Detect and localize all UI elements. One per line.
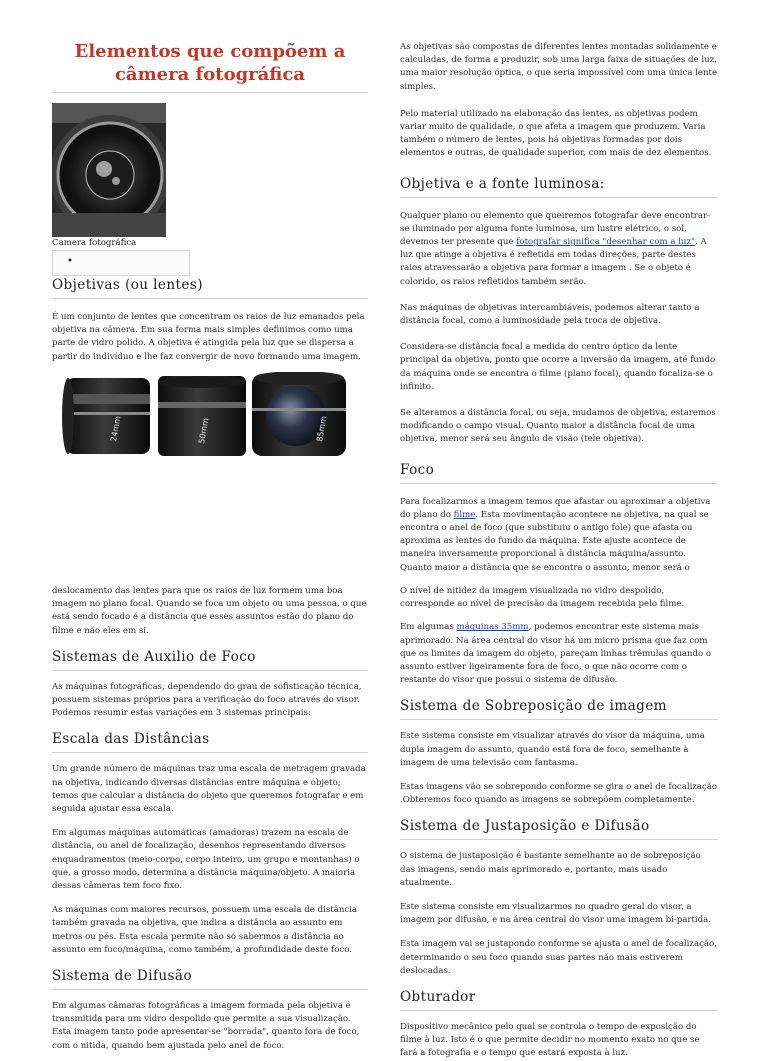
paragraph-microprisma: [400, 621, 718, 687]
page-title: Elementos que compõem a câmera fotográfica: [74, 41, 346, 85]
section-objetivas: [52, 276, 368, 364]
lens-label-1: 24mm: [109, 415, 123, 443]
camera-lens-image: [52, 103, 166, 237]
paragraph-foco-a: Para focalizarmos a imagem temos que afastar ou aproximar a objetiva do plano do: [400, 496, 711, 520]
lens-24mm: [62, 378, 150, 454]
paragraph-fonte-luminosa: [400, 210, 718, 289]
heading-obturador: Obturador: [400, 989, 476, 1006]
heading-auxilio-foco: Sistemas de Auxilio de Foco: [52, 648, 256, 665]
heading-divider: [52, 752, 368, 753]
camera-photo: [52, 103, 166, 237]
heading-divider: [52, 298, 368, 299]
paragraph-difusao: Em algumas câmaras fotográficas a imagem formada pela objetiva é transmitida para um vidro despolido que permite a sua visualização. Esta imagem tanto pode apresentar-se "borrada", quanto fora de foco, com o nitida, quando bem ajustada pelo anel de foco.: [52, 1001, 360, 1051]
lens-label-2: 50mm: [197, 417, 211, 445]
paragraph-escala-3: As máquinas com maiores recursos, possuem uma escala de distância também gravada na objetiva, que indica a distância ao assunto em metros ou pés. Esta escala permite não só sabermos a distância ao assunto em foco/máquina, como também, a profundidade deste foco.: [52, 905, 358, 955]
heading-justaposicao: Sistema de Justaposição e Difusão: [400, 818, 650, 835]
link-filme[interactable]: filme: [453, 509, 476, 520]
lens-set-image: [56, 372, 352, 457]
paragraph-composicao: As objetivas são compostas de diferentes lentes montadas solidamente e calculadas, de forma a produzir, sob uma larga faixa de situações de luz, uma maior resolução óptica, o que seria impossível com uma única lente simples.: [400, 42, 718, 92]
paragraph-sobreposicao-2: Estas imagens vão se sobrepondo conforme se gira o anel de focalização .Obteremos foco quando as imagens se sobrepõem completamente.: [400, 782, 718, 806]
heading-divider: [400, 719, 718, 720]
paragraph-distancia-focal: Considera-se distância focal a medida do centro óptico da lente principal da objetiva, ponto que ocorre a inversão da imagem, até fundo da máquina onde se encontra o filme (plano focal), quando focaliza-se o infinito.: [400, 342, 716, 392]
paragraph-escala-2: Em algumas máquinas automáticas (amadoras) trazem na escala de distância, ou anel de focalização, desenhos representando diversos enquadramentos (meio-corpo, corpo inteiro, um grupo e montanhas) o que, a grosso modo, determina a distância máquina/objeto. A maioria dessas câmeras tem foco fixo.: [52, 828, 360, 892]
paragraph-escala-1: Um grande número de máquinas traz uma escala de metragem gravada na objetiva, indicando diversas distâncias entre máquina e objeto; temos que calcular a distância do objeto que queremos fotografar e em seguida ajustar essa escala.: [52, 764, 366, 815]
paragraph-justaposicao-1: O sistema de justaposição é bastante semelhante ao de sobreposição das imagens, sendo mais aprimorado e, portanto, mais usado atualmente.: [400, 851, 701, 888]
lens-label-3: 85mm: [315, 415, 329, 443]
heading-divider: [400, 483, 718, 484]
paragraph-fonte-a: Qualquer plano ou elemento que queiremos fotografar deve encontrar-se iluminado por alguma fonte luminosa, um lustre elétrico, o sol, devemos ter presente que: [400, 210, 711, 248]
title-divider: [52, 92, 368, 93]
heading-divider: [400, 839, 718, 840]
paragraph-justaposicao-2: Este sistema consiste em visualizarmos no quadro geral do visor, a imagem por difusão, e na área central do visor uma imagem bi-partida.: [400, 902, 712, 926]
paragraph-microprisma-a: Em algumas: [400, 622, 457, 633]
heading-divider: [400, 197, 718, 198]
heading-divider: [400, 1010, 718, 1011]
heading-foco: Foco: [400, 461, 435, 478]
list-bullet: •: [67, 256, 73, 267]
right-column-top: [400, 41, 718, 575]
link-maquinas-35mm[interactable]: máquinas 35mm: [456, 622, 529, 633]
heading-escala: Escala das Distâncias: [52, 731, 210, 748]
heading-objetivas: Objetivas (ou lentes): [52, 277, 203, 293]
lenses-photo: [56, 372, 352, 457]
paragraph-campo-visual: Se alteramos a distância focal, ou seja, mudamos de objetiva, estaremos modificando o campo visual. Quanto maior a distância focal de uma objetiva, menor será seu ângulo de visão (tele objetiva).: [400, 408, 716, 445]
lens-85mm: [252, 372, 346, 456]
paragraph-foco: [400, 496, 718, 575]
left-column-bottom: [52, 585, 368, 1053]
lens-50mm: [158, 376, 246, 456]
figure-caption: Camera fotográfica: [52, 238, 137, 248]
heading-divider: [52, 989, 368, 990]
paragraph-objetivas: É um conjunto de lentes que concentram os raios de luz emanados pela objetiva na câmera. Em sua forma mais simples definimos como uma parte de vidro polido. A objetiva é atingida pela luz que se dispersa a partir do indivíduo e lhe faz convergir de novo formando uma imagem.: [52, 312, 365, 362]
link-fotografar[interactable]: fotografar significa "desenhar com a luz": [516, 237, 695, 248]
heading-divider: [52, 670, 368, 671]
heading-sobreposicao: Sistema de Sobreposição de imagem: [400, 698, 667, 715]
paragraph-microprisma-b: , podemos encontrar este sistema mais aprimorado. Na área central do visor há um micro prisma que faz com que os limites da imagem do objeto, pareçam linhas trêmulas quando o assunto estiver ligeiramente fora de foco, o que não ocorre com o restante do visor que possui o sistema de difusão.: [400, 622, 712, 686]
paragraph-material: Pelo material utilizado na elaboração das lentes, as objetivas podem variar muito de qualidade, o que afeta a imagem que produzem. Varia também o número de lentes, pois há objetivas formadas por dois elementos e outras, de qualidade superior, com mais de dez elementos.: [400, 108, 712, 159]
heading-difusao: Sistema de Difusão: [52, 968, 193, 985]
paragraph-justaposicao-3: Esta imagem vai se justapondo conforme se ajusta o anel de focalização, determinando o seu foco quando suas partes não mais estiverem deslocadas.: [400, 939, 717, 976]
paragraph-auxilio: As máquinas fotográficas, dependendo do grau de sofisticação técnica, possuem sistemas próprios para a verificação do foco através do visor. Podemos resumir estas variações em 3 sistemas principais:: [52, 681, 362, 719]
paragraph-obturador: Dispositivo mecânico pelo qual se controla o tempo de exposição do filme à luz. Isto é o que permite decidir no momento exato no que se fará a fotografia e o tempo que estará exposta à luz.: [400, 1022, 700, 1059]
paragraph-nitidez: O nível de nitidez da imagem visualizada no vidro despolido, corresponde ao nível de precisão da imagem recebida pelo filme.: [400, 586, 685, 610]
caption-list-box: [52, 250, 190, 276]
paragraph-foco-b: . Esta movimentação acontece na objetiva, na qual se encontra o anel de foco (que substituiu o antigo fole) que afasta ou aproxima as lentes do fundo da máquina. Este ajuste acontece de maneira inversamente proporcional à distância máquina/assunto. Quanto maior a distância que se encontra o assunto, menor será o: [400, 509, 709, 573]
paragraph-sobreposicao-1: Este sistema consiste em visualizar através do visor da máquina, uma dupla imagem do assunto, quando está fora de foco, semelhante à imagem de uma televisão com fantasma.: [400, 731, 705, 768]
right-column-bottom: [400, 585, 718, 1061]
heading-fonte-luminosa: Objetiva e a fonte luminosa:: [400, 175, 605, 192]
paragraph-intercambiaveis: Nas máquinas de objetivas intercambiáveis, podemos alterar tanto a distância focal, como a luminosidade pela troca de objetiva.: [400, 302, 700, 327]
left-column-top: [52, 40, 368, 93]
paragraph-fonte-b: . A luz que atinge a objetiva é refletida em todas direções, parte destes raios atravessarão a objetiva para formar a imagem . Se o objeto é colorido, os raios refletidos também serão.: [400, 237, 707, 287]
paragraph-deslocamento: deslocamento das lentes para que os raios de luz formem uma boa imagem no plano focal. Quando se foca um objeto ou uma pessoa, o que está sendo focado é a distância que esses assuntos estão do plano do filme e não eles em si.: [52, 586, 367, 636]
